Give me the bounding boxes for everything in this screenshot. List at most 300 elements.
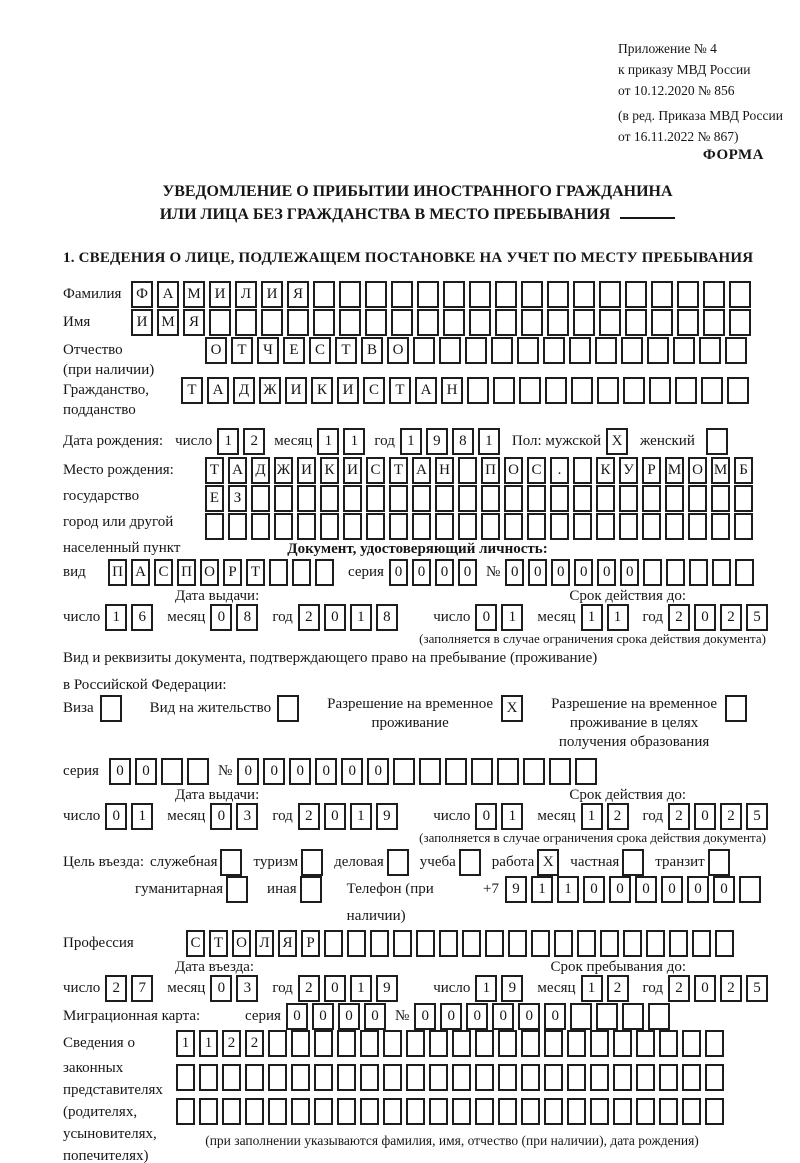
char-box[interactable]: О bbox=[232, 930, 251, 957]
char-box[interactable]: 0 bbox=[210, 975, 232, 1002]
char-box[interactable] bbox=[366, 485, 385, 512]
char-box[interactable] bbox=[625, 309, 647, 336]
char-box[interactable]: 0 bbox=[105, 803, 127, 830]
char-box[interactable]: С bbox=[309, 337, 331, 364]
char-box[interactable] bbox=[517, 337, 539, 364]
char-box[interactable] bbox=[251, 513, 270, 540]
char-box[interactable] bbox=[187, 758, 209, 785]
char-box[interactable] bbox=[370, 930, 389, 957]
char-box[interactable]: 0 bbox=[475, 803, 497, 830]
expiry-year-input[interactable] bbox=[668, 604, 772, 631]
char-box[interactable]: К bbox=[311, 377, 333, 404]
char-box[interactable] bbox=[291, 1098, 310, 1125]
char-box[interactable] bbox=[677, 309, 699, 336]
char-box[interactable] bbox=[393, 758, 415, 785]
char-box[interactable]: 0 bbox=[551, 559, 570, 586]
char-box[interactable]: З bbox=[228, 485, 247, 512]
char-box[interactable] bbox=[222, 1064, 241, 1091]
char-box[interactable] bbox=[739, 876, 761, 903]
char-box[interactable] bbox=[703, 309, 725, 336]
char-box[interactable] bbox=[467, 377, 489, 404]
char-box[interactable] bbox=[596, 513, 615, 540]
char-box[interactable]: 2 bbox=[720, 975, 742, 1002]
char-box[interactable]: П bbox=[481, 457, 500, 484]
char-box[interactable] bbox=[391, 309, 413, 336]
char-box[interactable] bbox=[544, 1064, 563, 1091]
char-box[interactable] bbox=[419, 758, 441, 785]
char-box[interactable] bbox=[665, 513, 684, 540]
char-box[interactable]: А bbox=[412, 457, 431, 484]
char-box[interactable]: Т bbox=[335, 337, 357, 364]
char-box[interactable]: 8 bbox=[236, 604, 258, 631]
char-box[interactable] bbox=[623, 377, 645, 404]
char-box[interactable] bbox=[682, 1064, 701, 1091]
char-box[interactable] bbox=[703, 281, 725, 308]
char-box[interactable] bbox=[268, 1064, 287, 1091]
char-box[interactable]: 1 bbox=[478, 428, 500, 455]
char-box[interactable]: Т bbox=[209, 930, 228, 957]
char-box[interactable]: 0 bbox=[574, 559, 593, 586]
char-box[interactable] bbox=[228, 513, 247, 540]
char-box[interactable] bbox=[643, 559, 662, 586]
entry-day-input[interactable] bbox=[105, 975, 157, 1002]
char-box[interactable]: 1 bbox=[581, 803, 603, 830]
char-box[interactable]: Т bbox=[205, 457, 224, 484]
char-box[interactable]: 3 bbox=[236, 975, 258, 1002]
char-box[interactable] bbox=[504, 485, 523, 512]
char-box[interactable] bbox=[651, 281, 673, 308]
purpose-work-checkbox[interactable] bbox=[537, 849, 563, 876]
char-box[interactable]: Р bbox=[301, 930, 320, 957]
char-box[interactable] bbox=[692, 930, 711, 957]
char-box[interactable]: 2 bbox=[105, 975, 127, 1002]
char-box[interactable]: 0 bbox=[694, 803, 716, 830]
char-box[interactable] bbox=[711, 513, 730, 540]
char-box[interactable]: 2 bbox=[298, 803, 320, 830]
char-box[interactable] bbox=[435, 485, 454, 512]
char-box[interactable] bbox=[715, 930, 734, 957]
char-box[interactable] bbox=[636, 1064, 655, 1091]
char-box[interactable]: И bbox=[337, 377, 359, 404]
char-box[interactable] bbox=[337, 1098, 356, 1125]
char-box[interactable] bbox=[475, 1098, 494, 1125]
char-box[interactable] bbox=[596, 1003, 618, 1030]
char-box[interactable] bbox=[734, 513, 753, 540]
char-box[interactable]: 3 bbox=[236, 803, 258, 830]
char-box[interactable]: Р bbox=[642, 457, 661, 484]
char-box[interactable] bbox=[452, 1030, 471, 1057]
char-box[interactable] bbox=[636, 1030, 655, 1057]
char-box[interactable] bbox=[161, 758, 183, 785]
char-box[interactable]: 0 bbox=[263, 758, 285, 785]
char-box[interactable]: 0 bbox=[620, 559, 639, 586]
char-box[interactable]: 0 bbox=[237, 758, 259, 785]
char-box[interactable]: Т bbox=[181, 377, 203, 404]
migration-number-input[interactable] bbox=[414, 1003, 674, 1030]
char-box[interactable]: 1 bbox=[176, 1030, 195, 1057]
char-box[interactable]: 0 bbox=[713, 876, 735, 903]
char-box[interactable] bbox=[337, 1064, 356, 1091]
char-box[interactable] bbox=[567, 1098, 586, 1125]
char-box[interactable]: И bbox=[261, 281, 283, 308]
char-box[interactable]: О bbox=[387, 337, 409, 364]
char-box[interactable] bbox=[475, 1064, 494, 1091]
char-box[interactable]: 0 bbox=[364, 1003, 386, 1030]
char-box[interactable]: С bbox=[154, 559, 173, 586]
char-box[interactable] bbox=[383, 1064, 402, 1091]
char-box[interactable] bbox=[673, 337, 695, 364]
char-box[interactable] bbox=[711, 485, 730, 512]
char-box[interactable] bbox=[521, 281, 543, 308]
char-box[interactable] bbox=[366, 513, 385, 540]
char-box[interactable]: Ф bbox=[131, 281, 153, 308]
char-box[interactable]: 2 bbox=[222, 1030, 241, 1057]
char-box[interactable] bbox=[613, 1064, 632, 1091]
char-box[interactable] bbox=[519, 377, 541, 404]
char-box[interactable]: М bbox=[157, 309, 179, 336]
char-box[interactable] bbox=[343, 485, 362, 512]
char-box[interactable] bbox=[268, 1030, 287, 1057]
phone-input[interactable] bbox=[505, 876, 765, 903]
char-box[interactable]: 6 bbox=[131, 604, 153, 631]
char-box[interactable]: О bbox=[205, 337, 227, 364]
char-box[interactable]: 0 bbox=[389, 559, 408, 586]
char-box[interactable] bbox=[708, 849, 730, 876]
char-box[interactable] bbox=[475, 1030, 494, 1057]
char-box[interactable] bbox=[613, 1030, 632, 1057]
char-box[interactable]: 9 bbox=[505, 876, 527, 903]
char-box[interactable] bbox=[567, 1064, 586, 1091]
char-box[interactable]: С bbox=[363, 377, 385, 404]
char-box[interactable] bbox=[458, 513, 477, 540]
char-box[interactable] bbox=[292, 559, 311, 586]
char-box[interactable] bbox=[235, 309, 257, 336]
char-box[interactable] bbox=[412, 513, 431, 540]
char-box[interactable] bbox=[429, 1030, 448, 1057]
char-box[interactable]: 1 bbox=[400, 428, 422, 455]
char-box[interactable]: Л bbox=[235, 281, 257, 308]
char-box[interactable] bbox=[339, 309, 361, 336]
char-box[interactable] bbox=[495, 309, 517, 336]
char-box[interactable] bbox=[445, 758, 467, 785]
char-box[interactable] bbox=[498, 1098, 517, 1125]
char-box[interactable]: Ч bbox=[257, 337, 279, 364]
char-box[interactable] bbox=[727, 377, 749, 404]
char-box[interactable] bbox=[705, 1098, 724, 1125]
char-box[interactable] bbox=[531, 930, 550, 957]
char-box[interactable]: 0 bbox=[338, 1003, 360, 1030]
char-box[interactable] bbox=[176, 1064, 195, 1091]
char-box[interactable]: Д bbox=[251, 457, 270, 484]
purpose-humanitarian-checkbox[interactable] bbox=[226, 876, 252, 903]
char-box[interactable]: 9 bbox=[376, 975, 398, 1002]
char-box[interactable]: 2 bbox=[298, 975, 320, 1002]
char-box[interactable]: 2 bbox=[243, 428, 265, 455]
char-box[interactable] bbox=[577, 930, 596, 957]
char-box[interactable] bbox=[389, 485, 408, 512]
char-box[interactable] bbox=[406, 1064, 425, 1091]
char-box[interactable] bbox=[417, 281, 439, 308]
char-box[interactable] bbox=[347, 930, 366, 957]
char-box[interactable]: О bbox=[688, 457, 707, 484]
char-box[interactable] bbox=[636, 1098, 655, 1125]
char-box[interactable] bbox=[343, 513, 362, 540]
char-box[interactable] bbox=[706, 428, 728, 455]
char-box[interactable]: 0 bbox=[518, 1003, 540, 1030]
char-box[interactable] bbox=[383, 1098, 402, 1125]
char-box[interactable]: М bbox=[711, 457, 730, 484]
char-box[interactable]: 0 bbox=[414, 1003, 436, 1030]
char-box[interactable]: Н bbox=[435, 457, 454, 484]
char-box[interactable] bbox=[291, 1064, 310, 1091]
representatives-row1-input[interactable] bbox=[176, 1030, 728, 1057]
char-box[interactable]: 0 bbox=[324, 604, 346, 631]
char-box[interactable] bbox=[393, 930, 412, 957]
issue-month-input[interactable] bbox=[210, 803, 262, 830]
char-box[interactable]: 8 bbox=[452, 428, 474, 455]
char-box[interactable] bbox=[571, 377, 593, 404]
char-box[interactable] bbox=[725, 695, 747, 722]
char-box[interactable] bbox=[491, 337, 513, 364]
char-box[interactable] bbox=[439, 337, 461, 364]
char-box[interactable]: Р bbox=[223, 559, 242, 586]
migration-series-input[interactable] bbox=[286, 1003, 390, 1030]
visa-checkbox[interactable] bbox=[100, 695, 126, 722]
char-box[interactable] bbox=[458, 485, 477, 512]
char-box[interactable]: Ж bbox=[274, 457, 293, 484]
purpose-business-checkbox[interactable] bbox=[387, 849, 413, 876]
char-box[interactable]: X bbox=[606, 428, 628, 455]
char-box[interactable] bbox=[481, 485, 500, 512]
doc-number-input[interactable] bbox=[505, 559, 758, 586]
char-box[interactable] bbox=[649, 377, 671, 404]
issue-day-input[interactable] bbox=[105, 604, 157, 631]
char-box[interactable]: 0 bbox=[466, 1003, 488, 1030]
purpose-tourism-checkbox[interactable] bbox=[301, 849, 327, 876]
char-box[interactable]: 0 bbox=[109, 758, 131, 785]
char-box[interactable] bbox=[619, 485, 638, 512]
char-box[interactable]: Б bbox=[734, 457, 753, 484]
profession-input[interactable] bbox=[186, 930, 738, 957]
char-box[interactable] bbox=[413, 337, 435, 364]
char-box[interactable] bbox=[521, 1064, 540, 1091]
char-box[interactable] bbox=[465, 337, 487, 364]
char-box[interactable]: 8 bbox=[376, 604, 398, 631]
char-box[interactable] bbox=[205, 513, 224, 540]
char-box[interactable] bbox=[315, 559, 334, 586]
char-box[interactable]: Т bbox=[389, 457, 408, 484]
char-box[interactable]: 0 bbox=[315, 758, 337, 785]
char-box[interactable] bbox=[705, 1064, 724, 1091]
char-box[interactable]: 0 bbox=[694, 975, 716, 1002]
char-box[interactable] bbox=[209, 309, 231, 336]
char-box[interactable] bbox=[590, 1064, 609, 1091]
char-box[interactable]: А bbox=[131, 559, 150, 586]
char-box[interactable] bbox=[416, 930, 435, 957]
char-box[interactable] bbox=[508, 930, 527, 957]
char-box[interactable]: 1 bbox=[607, 604, 629, 631]
expiry-year-input[interactable] bbox=[668, 803, 772, 830]
char-box[interactable]: 1 bbox=[501, 604, 523, 631]
purpose-other-checkbox[interactable] bbox=[300, 876, 326, 903]
char-box[interactable] bbox=[675, 377, 697, 404]
char-box[interactable] bbox=[339, 281, 361, 308]
char-box[interactable] bbox=[554, 930, 573, 957]
char-box[interactable] bbox=[550, 485, 569, 512]
birthplace-row2-input[interactable] bbox=[205, 485, 757, 512]
char-box[interactable] bbox=[360, 1098, 379, 1125]
char-box[interactable] bbox=[297, 485, 316, 512]
char-box[interactable] bbox=[337, 1030, 356, 1057]
char-box[interactable] bbox=[688, 485, 707, 512]
char-box[interactable] bbox=[570, 1003, 592, 1030]
char-box[interactable]: 0 bbox=[528, 559, 547, 586]
char-box[interactable]: С bbox=[366, 457, 385, 484]
char-box[interactable]: 1 bbox=[105, 604, 127, 631]
representatives-row2-input[interactable] bbox=[176, 1064, 728, 1091]
char-box[interactable]: 0 bbox=[341, 758, 363, 785]
char-box[interactable] bbox=[651, 309, 673, 336]
char-box[interactable] bbox=[523, 758, 545, 785]
char-box[interactable] bbox=[688, 513, 707, 540]
char-box[interactable] bbox=[300, 876, 322, 903]
char-box[interactable] bbox=[314, 1030, 333, 1057]
issue-month-input[interactable] bbox=[210, 604, 262, 631]
char-box[interactable]: А bbox=[157, 281, 179, 308]
sex-male-checkbox[interactable] bbox=[606, 428, 632, 455]
char-box[interactable]: Е bbox=[205, 485, 224, 512]
char-box[interactable] bbox=[435, 513, 454, 540]
char-box[interactable]: 2 bbox=[668, 803, 690, 830]
char-box[interactable] bbox=[383, 1030, 402, 1057]
char-box[interactable]: П bbox=[177, 559, 196, 586]
char-box[interactable]: Д bbox=[233, 377, 255, 404]
char-box[interactable] bbox=[406, 1030, 425, 1057]
char-box[interactable] bbox=[459, 849, 481, 876]
char-box[interactable] bbox=[590, 1030, 609, 1057]
char-box[interactable]: Ж bbox=[259, 377, 281, 404]
char-box[interactable] bbox=[573, 309, 595, 336]
issue-year-input[interactable] bbox=[298, 604, 402, 631]
stay-month-input[interactable] bbox=[581, 975, 633, 1002]
char-box[interactable]: 0 bbox=[694, 604, 716, 631]
char-box[interactable]: 0 bbox=[458, 559, 477, 586]
char-box[interactable]: Я bbox=[287, 281, 309, 308]
char-box[interactable] bbox=[677, 281, 699, 308]
char-box[interactable] bbox=[226, 876, 248, 903]
char-box[interactable]: 0 bbox=[609, 876, 631, 903]
char-box[interactable] bbox=[320, 513, 339, 540]
char-box[interactable]: П bbox=[108, 559, 127, 586]
char-box[interactable]: 5 bbox=[746, 975, 768, 1002]
char-box[interactable] bbox=[443, 309, 465, 336]
char-box[interactable] bbox=[222, 1098, 241, 1125]
char-box[interactable]: 1 bbox=[350, 975, 372, 1002]
char-box[interactable]: 0 bbox=[687, 876, 709, 903]
char-box[interactable] bbox=[600, 930, 619, 957]
char-box[interactable] bbox=[469, 309, 491, 336]
char-box[interactable] bbox=[471, 758, 493, 785]
char-box[interactable]: 1 bbox=[317, 428, 339, 455]
char-box[interactable]: Я bbox=[183, 309, 205, 336]
char-box[interactable] bbox=[360, 1064, 379, 1091]
char-box[interactable] bbox=[497, 758, 519, 785]
char-box[interactable]: С bbox=[186, 930, 205, 957]
char-box[interactable]: 0 bbox=[583, 876, 605, 903]
char-box[interactable]: 0 bbox=[312, 1003, 334, 1030]
char-box[interactable] bbox=[623, 930, 642, 957]
char-box[interactable] bbox=[734, 485, 753, 512]
char-box[interactable] bbox=[659, 1030, 678, 1057]
char-box[interactable] bbox=[261, 309, 283, 336]
char-box[interactable]: О bbox=[200, 559, 219, 586]
char-box[interactable] bbox=[599, 281, 621, 308]
char-box[interactable]: С bbox=[527, 457, 546, 484]
char-box[interactable] bbox=[625, 281, 647, 308]
expiry-day-input[interactable] bbox=[475, 803, 527, 830]
char-box[interactable]: А bbox=[228, 457, 247, 484]
char-box[interactable] bbox=[485, 930, 504, 957]
char-box[interactable] bbox=[521, 309, 543, 336]
char-box[interactable] bbox=[573, 485, 592, 512]
char-box[interactable]: К bbox=[596, 457, 615, 484]
char-box[interactable] bbox=[277, 695, 299, 722]
char-box[interactable]: 5 bbox=[746, 803, 768, 830]
char-box[interactable] bbox=[682, 1030, 701, 1057]
char-box[interactable]: Т bbox=[389, 377, 411, 404]
patronymic-input[interactable] bbox=[205, 337, 751, 364]
char-box[interactable] bbox=[590, 1098, 609, 1125]
residence-series-input[interactable] bbox=[109, 758, 213, 785]
char-box[interactable]: М bbox=[183, 281, 205, 308]
char-box[interactable] bbox=[176, 1098, 195, 1125]
char-box[interactable]: 1 bbox=[581, 975, 603, 1002]
char-box[interactable]: 0 bbox=[367, 758, 389, 785]
char-box[interactable]: Н bbox=[441, 377, 463, 404]
char-box[interactable]: 2 bbox=[607, 803, 629, 830]
char-box[interactable]: И bbox=[285, 377, 307, 404]
char-box[interactable] bbox=[199, 1098, 218, 1125]
citizenship-input[interactable] bbox=[181, 377, 753, 404]
char-box[interactable]: 0 bbox=[505, 559, 524, 586]
char-box[interactable] bbox=[701, 377, 723, 404]
char-box[interactable] bbox=[521, 1030, 540, 1057]
char-box[interactable] bbox=[417, 309, 439, 336]
char-box[interactable] bbox=[665, 485, 684, 512]
char-box[interactable] bbox=[595, 337, 617, 364]
char-box[interactable] bbox=[324, 930, 343, 957]
char-box[interactable]: 1 bbox=[501, 803, 523, 830]
char-box[interactable]: 2 bbox=[245, 1030, 264, 1057]
purpose-study-checkbox[interactable] bbox=[459, 849, 485, 876]
char-box[interactable] bbox=[462, 930, 481, 957]
char-box[interactable]: 1 bbox=[350, 604, 372, 631]
expiry-day-input[interactable] bbox=[475, 604, 527, 631]
char-box[interactable]: 1 bbox=[557, 876, 579, 903]
char-box[interactable]: 0 bbox=[210, 803, 232, 830]
char-box[interactable] bbox=[301, 849, 323, 876]
char-box[interactable] bbox=[387, 849, 409, 876]
char-box[interactable]: О bbox=[504, 457, 523, 484]
char-box[interactable]: И bbox=[131, 309, 153, 336]
char-box[interactable]: 2 bbox=[720, 803, 742, 830]
char-box[interactable] bbox=[689, 559, 708, 586]
char-box[interactable] bbox=[498, 1030, 517, 1057]
birth-day-input[interactable] bbox=[217, 428, 269, 455]
char-box[interactable] bbox=[712, 559, 731, 586]
char-box[interactable] bbox=[599, 309, 621, 336]
entry-month-input[interactable] bbox=[210, 975, 262, 1002]
